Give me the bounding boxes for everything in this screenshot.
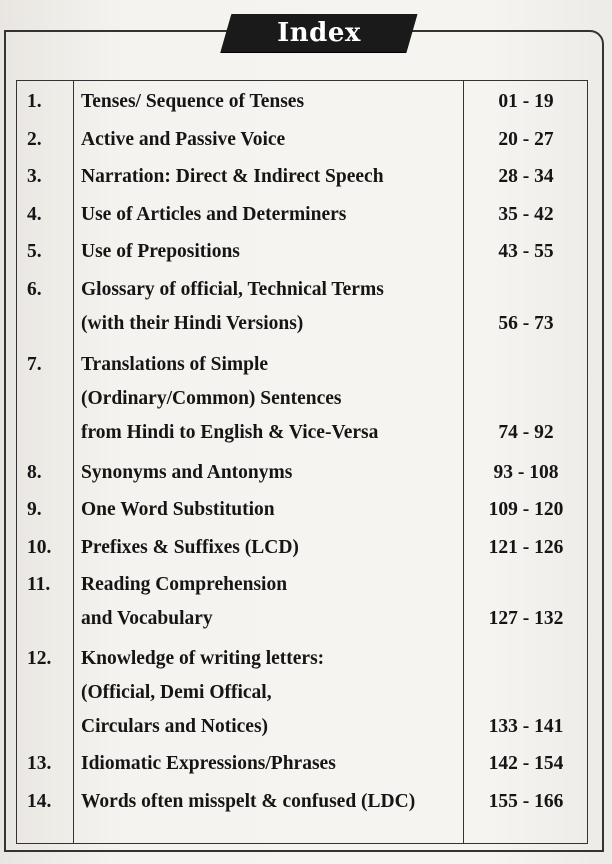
entry-pages: 133 - 141 xyxy=(488,715,564,737)
index-row xyxy=(17,642,589,744)
entry-title-line: Idiomatic Expressions/Phrases xyxy=(81,753,336,774)
entry-title-line: Active and Passive Voice xyxy=(81,128,286,150)
entry-title-line: Words often misspelt & confused (LDC) xyxy=(81,790,416,812)
index-table xyxy=(16,80,588,844)
index-row xyxy=(17,123,589,157)
entry-title-line: (with their Hindi Versions) xyxy=(81,312,304,334)
entry-title xyxy=(81,235,467,269)
entry-pages: 43 - 55 xyxy=(498,241,554,262)
entry-number: 13. xyxy=(27,753,52,774)
entry-title xyxy=(81,348,467,450)
index-row xyxy=(17,348,589,450)
entry-title-line: One Word Substitution xyxy=(81,499,275,520)
entry-title xyxy=(81,531,467,565)
index-row xyxy=(17,456,589,490)
entry-pages: 93 - 108 xyxy=(493,461,559,483)
entry-number: 4. xyxy=(27,203,42,225)
page-title: Index xyxy=(277,18,361,48)
entry-pages: 155 - 166 xyxy=(488,790,564,812)
entry-number: 10. xyxy=(27,536,52,558)
entry-title-line: Translations of Simple xyxy=(81,354,269,375)
entry-pages: 28 - 34 xyxy=(498,166,554,187)
entry-title-line: (Official, Demi Offical, xyxy=(81,681,272,703)
index-row xyxy=(17,747,589,781)
entry-title-line: Knowledge of writing letters: xyxy=(81,647,325,669)
entry-title-line: Prefixes & Suffixes (LCD) xyxy=(81,536,299,558)
entry-number: 1. xyxy=(27,91,42,112)
index-row xyxy=(17,198,589,232)
entry-number: 5. xyxy=(27,241,42,262)
entry-title xyxy=(81,123,467,157)
entry-number: 8. xyxy=(27,461,42,483)
entry-title xyxy=(81,747,467,781)
entry-title-line: Glossary of official, Technical Terms xyxy=(81,278,384,300)
entry-pages: 109 - 120 xyxy=(488,499,564,520)
entry-title-line: Reading Comprehension xyxy=(81,574,288,595)
entry-title-line: and Vocabulary xyxy=(81,608,213,629)
entry-title xyxy=(81,273,467,341)
entry-title-line: Narration: Direct & Indirect Speech xyxy=(81,166,384,187)
index-row xyxy=(17,531,589,565)
entry-number: 6. xyxy=(27,278,42,300)
index-row xyxy=(17,273,589,341)
entry-pages: 74 - 92 xyxy=(498,422,554,443)
entry-title xyxy=(81,785,467,819)
entry-title-line: (Ordinary/Common) Sentences xyxy=(81,388,342,409)
entry-title xyxy=(81,493,467,527)
index-row xyxy=(17,235,589,269)
entry-title-line: Tenses/ Sequence of Tenses xyxy=(81,91,305,112)
entry-pages: 35 - 42 xyxy=(498,203,554,225)
entry-number: 11. xyxy=(27,574,51,595)
entry-number: 3. xyxy=(27,166,42,187)
entry-pages: 121 - 126 xyxy=(488,536,564,558)
entry-title xyxy=(81,456,467,490)
entry-number: 2. xyxy=(27,128,42,150)
entry-number: 7. xyxy=(27,354,42,375)
entry-title xyxy=(81,642,467,744)
entry-title xyxy=(81,198,467,232)
entry-title xyxy=(81,85,467,119)
index-row xyxy=(17,160,589,194)
index-row xyxy=(17,493,589,527)
entry-number: 12. xyxy=(27,647,52,669)
entry-pages: 127 - 132 xyxy=(488,608,564,629)
entry-title-line: Synonyms and Antonyms xyxy=(81,461,293,483)
entry-pages: 142 - 154 xyxy=(488,753,564,774)
entry-title xyxy=(81,160,467,194)
entry-title xyxy=(81,568,467,636)
entry-number: 14. xyxy=(27,790,52,812)
index-row xyxy=(17,785,589,819)
entry-number: 9. xyxy=(27,499,42,520)
entry-title-line: Circulars and Notices) xyxy=(81,715,269,737)
index-row xyxy=(17,85,589,119)
entry-pages: 01 - 19 xyxy=(498,91,554,112)
entry-title-line: from Hindi to English & Vice-Versa xyxy=(81,422,379,443)
index-row xyxy=(17,568,589,636)
entry-title-line: Use of Prepositions xyxy=(81,241,240,262)
entry-pages: 20 - 27 xyxy=(498,128,554,150)
entry-pages: 56 - 73 xyxy=(498,312,554,334)
entry-title-line: Use of Articles and Determiners xyxy=(81,203,347,225)
